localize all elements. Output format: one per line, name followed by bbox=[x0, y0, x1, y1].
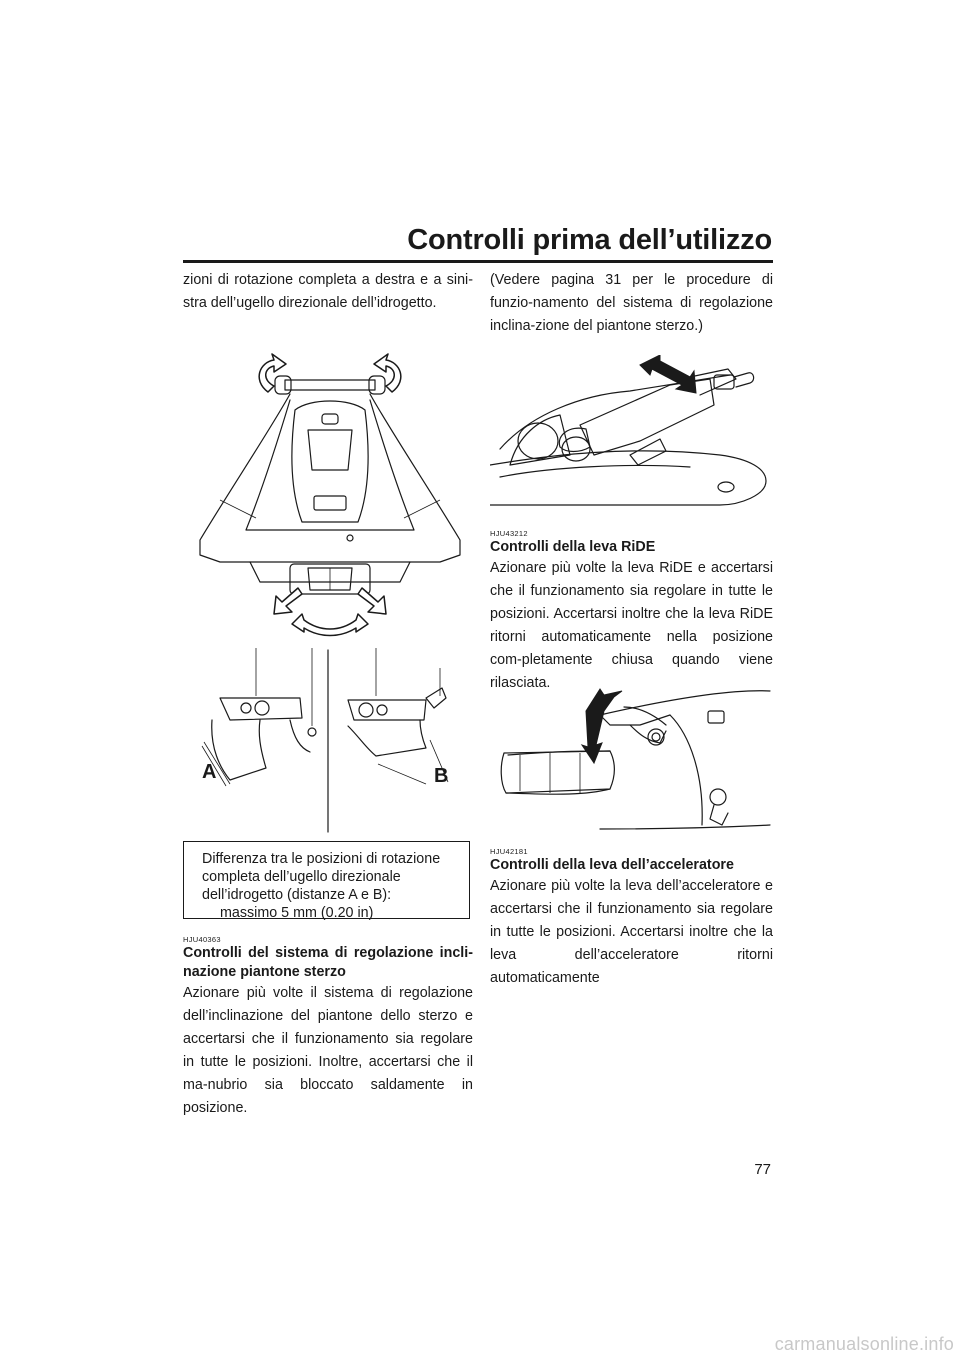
spec-line-2: completa dell’ugello direzionale bbox=[202, 869, 401, 885]
nozzle-distance-illustration bbox=[190, 648, 470, 836]
watermark: carmanualsonline.info bbox=[774, 1334, 954, 1354]
section-heading: Controlli del sistema di regolazione incli-nazione piantone sterzo bbox=[183, 945, 473, 980]
title-rule bbox=[183, 260, 773, 263]
spec-line-1: Differenza tra le posizioni di rotazione bbox=[202, 851, 441, 867]
left-intro bbox=[183, 269, 473, 315]
ride-lever-illustration bbox=[490, 685, 773, 835]
section-code: HJU42181 bbox=[490, 847, 528, 856]
label-b: B bbox=[434, 765, 449, 787]
section-heading: Controlli della leva RiDE bbox=[490, 539, 656, 555]
right-intro-text: (Vedere pagina 31 per le procedure di funzio-namento del sistema di regolazione inclina-zione del piantone sterzo.) bbox=[490, 272, 773, 334]
spec-line-3: dell’idrogetto (distanze A e B): bbox=[202, 887, 392, 903]
spec-line-4: massimo 5 mm (0.20 in) bbox=[220, 905, 374, 921]
section-body: Azionare più volte la leva dell’acceleratore e accertarsi che il funzionamento sia regolare in tutte le posizioni. Accertarsi inoltre che la leva dell’acceleratore ritorni automaticamente bbox=[490, 878, 773, 986]
watercraft-steering-illustration bbox=[190, 350, 470, 640]
section-throttle bbox=[490, 847, 773, 990]
right-intro bbox=[490, 269, 773, 338]
section-heading: Controlli della leva dell’acceleratore bbox=[490, 857, 734, 873]
left-intro-text: zioni di rotazione completa a destra e a sini-stra dell’ugello direzionale dell’idrogetto. bbox=[183, 272, 473, 311]
page-title: Controlli prima dell’utilizzo bbox=[407, 224, 772, 256]
spec-box bbox=[183, 841, 470, 919]
section-ride bbox=[490, 529, 773, 695]
section-code: HJU43212 bbox=[490, 529, 528, 538]
page-number: 77 bbox=[754, 1161, 771, 1178]
section-steering bbox=[183, 935, 473, 1120]
section-body: Azionare più volte la leva RiDE e accertarsi che il funzionamento sia regolare in tutte le posizioni. Accertarsi inoltre che la leva RiDE ritorni automaticamente nella posizione com-pletamente chiusa quando viene rilasciata. bbox=[490, 560, 773, 691]
label-a: A bbox=[202, 761, 217, 783]
section-code: HJU40363 bbox=[183, 935, 221, 944]
section-body: Azionare più volte il sistema di regolazione dell’inclinazione del piantone dello sterzo e accertarsi che il funzionamento sia regolare in tutte le posizioni. Inoltre, accertarsi che il ma-nubrio sia bloccato saldamente in posizione. bbox=[183, 985, 473, 1116]
steering-tilt-illustration bbox=[490, 355, 773, 515]
